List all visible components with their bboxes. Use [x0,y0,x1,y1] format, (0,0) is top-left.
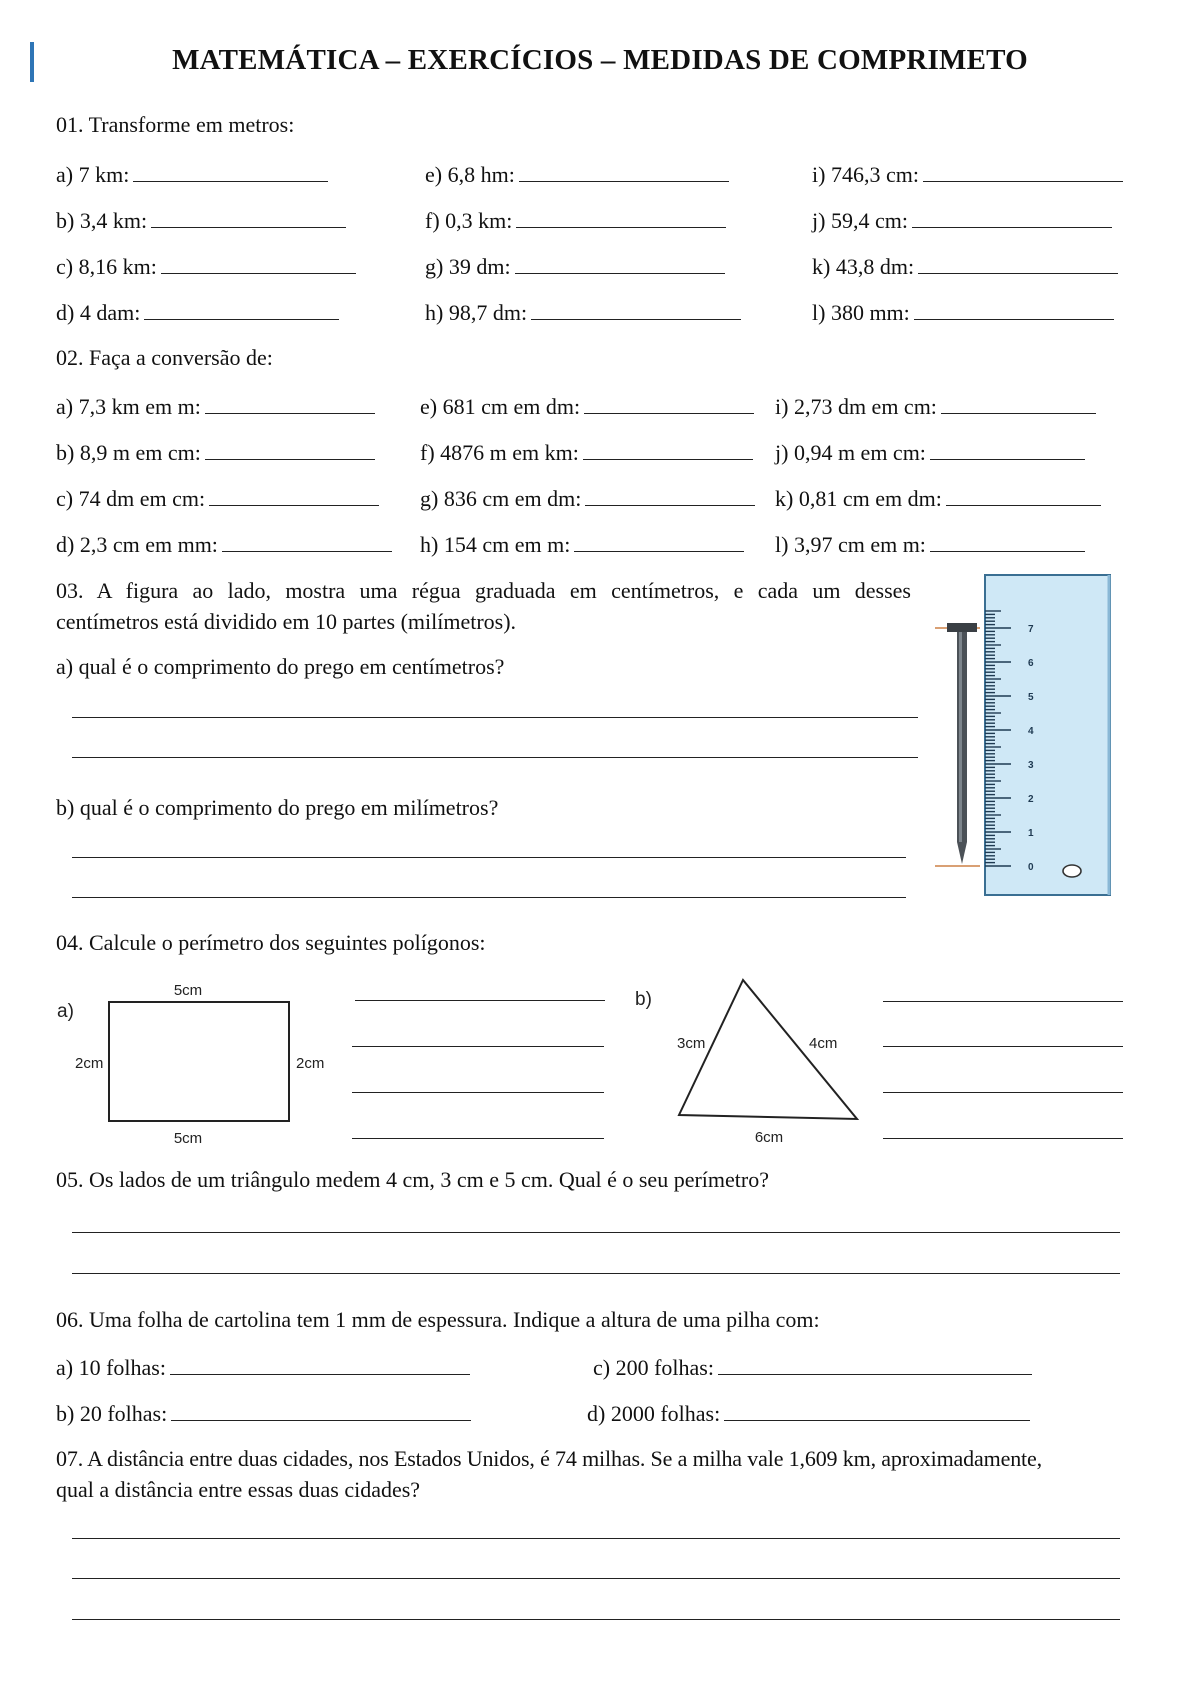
q2-item [56,437,375,466]
q1-item-label: c) 8,16 km: [56,254,157,279]
q1-item-label: f) 0,3 km: [425,208,513,233]
rect-a-label: a) [57,1001,74,1022]
q2-item [420,391,754,420]
q1-answer-blank[interactable] [914,297,1114,320]
q6-prompt: 06. Uma folha de cartolina tem 1 mm de espessura. Indique a altura de uma pilha com: [56,1307,820,1332]
q3-prompt-line1: 03. A figura ao lado, mostra uma régua graduada em centímetros, e cada um desses [56,578,911,603]
q2-item-label: h) 154 cm em m: [420,532,571,557]
tri-left-label: 3cm [677,1035,706,1052]
q2-item [56,529,392,558]
q1-item-label: d) 4 dam: [56,300,141,325]
ruler-body [985,575,1110,895]
q2-item [775,483,1101,512]
rect-top-label: 5cm [173,982,203,999]
ruler-number: 5 [1028,692,1034,703]
q2-answer-blank[interactable] [583,437,753,460]
ruler-number: 3 [1028,760,1034,771]
q1-answer-blank[interactable] [515,251,725,274]
q5-answer-line-2[interactable] [72,1273,1120,1274]
q4a-answer-line-3[interactable] [352,1092,604,1093]
q2-item [420,483,755,512]
q6-item-d [587,1398,1030,1427]
q2-answer-blank[interactable] [930,437,1085,460]
ruler-number: 4 [1028,726,1034,737]
q1-answer-blank[interactable] [912,205,1112,228]
q2-answer-blank[interactable] [946,483,1101,506]
ruler-number: 0 [1028,862,1034,873]
q1-answer-blank[interactable] [923,159,1123,182]
q1-answer-blank[interactable] [161,251,356,274]
q2-item [775,529,1085,558]
q4a-answer-line-4[interactable] [352,1138,604,1139]
tri-bottom-label: 6cm [754,1129,784,1145]
q2-item [775,437,1085,466]
nail-icon [947,623,977,864]
q1-item [812,205,1112,234]
q2-item [420,437,753,466]
q1-item [425,297,741,326]
q1-item-label: b) 3,4 km: [56,208,148,233]
q6-item-c-blank[interactable] [718,1352,1032,1375]
q2-item-label: f) 4876 m em km: [420,440,579,465]
ruler-number: 6 [1028,658,1034,669]
q2-answer-blank[interactable] [222,529,392,552]
q6-item-b-blank[interactable] [171,1398,471,1421]
tri-right-label: 4cm [809,1035,838,1052]
q2-item-label: b) 8,9 m em cm: [56,440,201,465]
ruler-number: 2 [1028,794,1034,805]
q7-answer-line-1[interactable] [72,1538,1120,1539]
ruler-number: 1 [1028,828,1034,839]
q1-item [56,297,339,326]
q1-item-label: l) 380 mm: [812,300,910,325]
q1-answer-blank[interactable] [531,297,741,320]
q4a-answer-line-1[interactable] [355,1000,605,1001]
rectangle-figure [55,975,355,1145]
q5-prompt: 05. Os lados de um triângulo medem 4 cm, 3 cm e 5 cm. Qual é o seu perímetro? [56,1167,769,1192]
q2-answer-blank[interactable] [205,391,375,414]
tri-b-label: b) [635,989,652,1010]
q2-item-label: l) 3,97 cm em m: [775,532,926,557]
q2-item-label: j) 0,94 m em cm: [775,440,926,465]
q6-item-b-label: b) 20 folhas: [56,1401,168,1426]
q2-answer-blank[interactable] [205,437,375,460]
q4b-answer-line-2[interactable] [883,1046,1123,1047]
q2-answer-blank[interactable] [574,529,744,552]
q7-line1: 07. A distância entre duas cidades, nos Estados Unidos, é 74 milhas. Se a milha vale 1,609 km, aproximadamente, [56,1446,1042,1471]
q3b-answer-line-2[interactable] [72,897,906,898]
q4-prompt: 04. Calcule o perímetro dos seguintes polígonos: [56,930,486,955]
q1-item [425,159,729,188]
q6-item-b [56,1398,471,1427]
q2-item [56,391,375,420]
q1-answer-blank[interactable] [133,159,328,182]
q4a-answer-line-2[interactable] [352,1046,604,1047]
q2-item-label: d) 2,3 cm em mm: [56,532,218,557]
q1-item [812,251,1118,280]
q6-item-d-label: d) 2000 folhas: [587,1401,721,1426]
q6-item-c [593,1352,1032,1381]
q6-item-a-label: a) 10 folhas: [56,1355,166,1380]
page-title: MATEMÁTICA – EXERCÍCIOS – MEDIDAS DE COMPRIMETO [172,44,1028,76]
q1-item-label: j) 59,4 cm: [812,208,908,233]
q7-answer-line-3[interactable] [72,1619,1120,1620]
q4b-answer-line-4[interactable] [883,1138,1123,1139]
q1-answer-blank[interactable] [516,205,726,228]
q1-item [56,159,328,188]
ruler-number: 7 [1028,624,1034,635]
q6-item-a-blank[interactable] [170,1352,470,1375]
q3a-answer-line-2[interactable] [72,757,918,758]
q1-answer-blank[interactable] [918,251,1118,274]
q2-item-label: i) 2,73 dm em cm: [775,394,937,419]
q2-answer-blank[interactable] [585,483,755,506]
q2-answer-blank[interactable] [209,483,379,506]
q6-item-d-blank[interactable] [724,1398,1030,1421]
q3-question-b: b) qual é o comprimento do prego em milímetros? [56,795,499,820]
q1-answer-blank[interactable] [144,297,339,320]
q7-answer-line-2[interactable] [72,1578,1120,1579]
q2-answer-blank[interactable] [584,391,754,414]
q6-item-a [56,1352,470,1381]
q1-item-label: k) 43,8 dm: [812,254,915,279]
q1-item [812,297,1114,326]
ruler-nail-figure [935,570,1115,905]
q2-item [775,391,1096,420]
q4b-answer-line-1[interactable] [883,1001,1123,1002]
q1-item [812,159,1123,188]
q1-prompt: 01. Transforme em metros: [56,112,295,137]
q5-answer-line-1[interactable] [72,1232,1120,1233]
q7-line2: qual a distância entre essas duas cidades? [56,1477,421,1502]
q3b-answer-line-1[interactable] [72,857,906,858]
q1-item-label: i) 746,3 cm: [812,162,919,187]
q1-item [425,205,726,234]
rect-left-label: 2cm [75,1055,104,1072]
q2-item-label: k) 0,81 cm em dm: [775,486,942,511]
q2-item-label: e) 681 cm em dm: [420,394,581,419]
q1-answer-blank[interactable] [519,159,729,182]
rectangle-shape [109,1002,289,1121]
q1-item [56,205,346,234]
q2-item-label: a) 7,3 km em m: [56,394,201,419]
q2-item-label: g) 836 cm em dm: [420,486,582,511]
q1-answer-blank[interactable] [151,205,346,228]
q2-answer-blank[interactable] [941,391,1096,414]
q3-question-a: a) qual é o comprimento do prego em centímetros? [56,654,505,679]
q1-item [425,251,725,280]
q3a-answer-line-1[interactable] [72,717,918,718]
q1-item [56,251,356,280]
q2-item [420,529,744,558]
triangle-figure [625,975,865,1145]
q2-answer-blank[interactable] [930,529,1085,552]
rect-right-label: 2cm [296,1055,325,1072]
q1-item-label: g) 39 dm: [425,254,511,279]
q2-item-label: c) 74 dm em cm: [56,486,206,511]
q6-item-c-label: c) 200 folhas: [593,1355,714,1380]
q2-item [56,483,379,512]
q1-item-label: h) 98,7 dm: [425,300,528,325]
q4b-answer-line-3[interactable] [883,1092,1123,1093]
ruler-hole [1063,865,1081,877]
q3-prompt-line2: centímetros está dividido em 10 partes (milímetros). [56,609,517,634]
rect-bottom-label: 5cm [173,1130,203,1145]
q2-prompt: 02. Faça a conversão de: [56,345,273,370]
q1-item-label: a) 7 km: [56,162,130,187]
q1-item-label: e) 6,8 hm: [425,162,515,187]
